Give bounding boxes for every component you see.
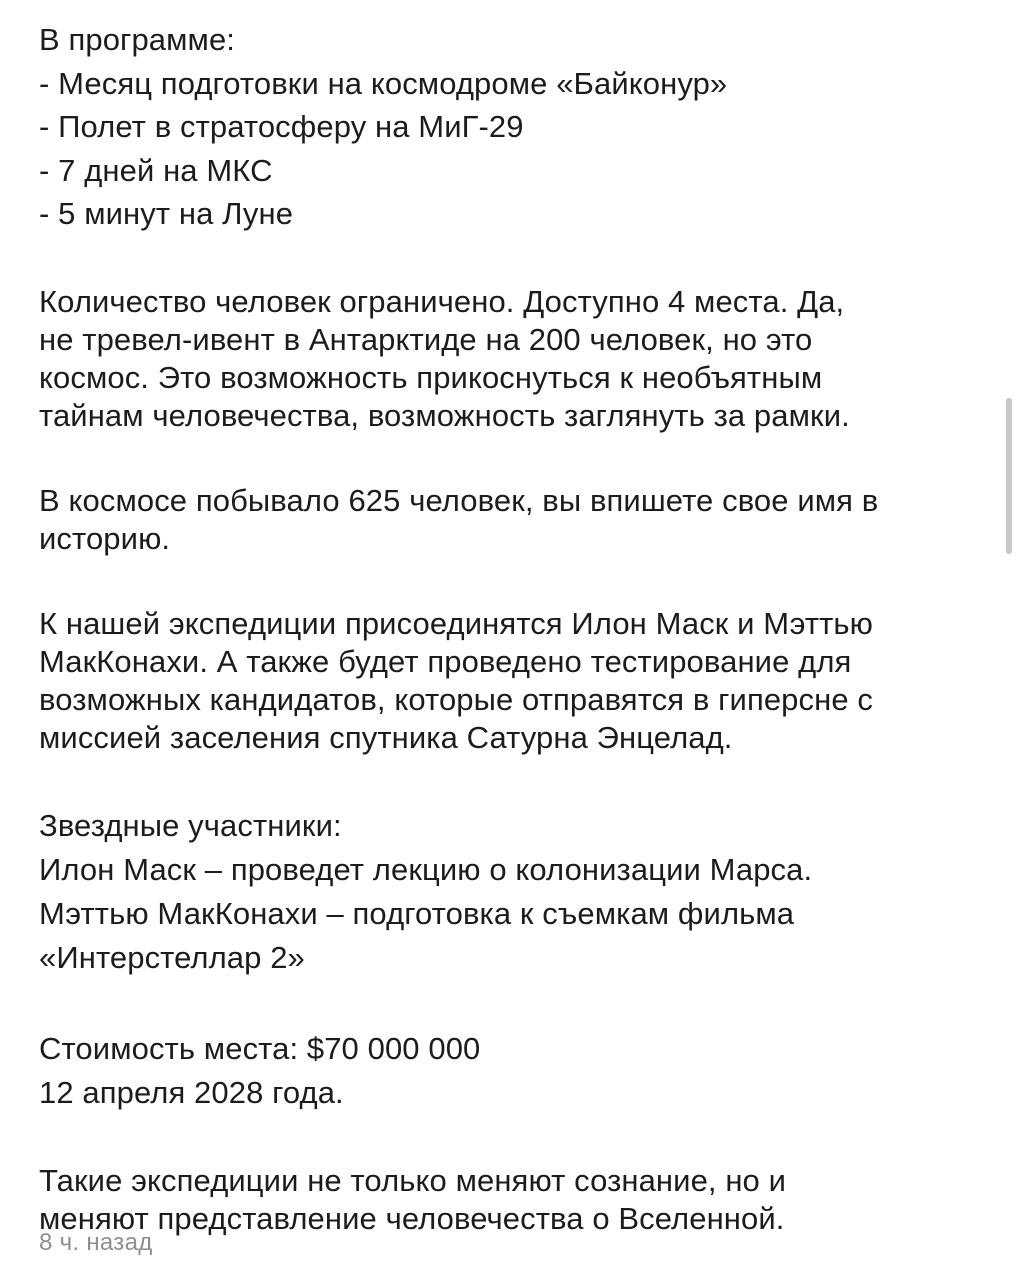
star-item: Илон Маск – проведет лекцию о колонизации Марса. <box>39 851 813 887</box>
price-line: Стоимость места: $70 000 000 <box>39 1030 481 1066</box>
text-line: историю. <box>39 520 171 556</box>
program-item: - 7 дней на МКС <box>39 152 273 188</box>
closing-paragraph <box>39 1162 989 1238</box>
program-heading: В программе: <box>39 22 236 57</box>
stars-heading: Звездные участники: <box>39 807 342 843</box>
scrollbar-thumb[interactable] <box>1006 398 1012 554</box>
text-line: К нашей экспедиции присоединятся Илон Маск и Мэттью <box>39 605 874 641</box>
stars-paragraph <box>39 804 989 980</box>
text-line: возможных кандидатов, которые отправятся в гиперсне с <box>39 681 873 717</box>
text-line: космос. Это возможность прикоснуться к необъятным <box>39 359 823 395</box>
text-line: В космосе побывало 625 человек, вы впишете свое имя в <box>39 482 879 518</box>
text-line: меняют представление человечества о Вселенной. <box>39 1200 785 1236</box>
limited-paragraph <box>39 283 989 435</box>
program-paragraph <box>39 18 989 236</box>
text-line: МакКонахи. А также будет проведено тестирование для <box>39 643 852 679</box>
history-paragraph <box>39 482 989 558</box>
date-line: 12 апреля 2028 года. <box>39 1074 344 1110</box>
text-line: тайнам человечества, возможность заглянуть за рамки. <box>39 397 850 433</box>
text-line: миссией заселения спутника Сатурна Энцелад. <box>39 719 733 755</box>
text-line: Такие экспедиции не только меняют сознание, но и <box>39 1162 787 1198</box>
post-timestamp: 8 ч. назад <box>39 1229 153 1256</box>
price-paragraph <box>39 1027 989 1115</box>
text-line: не тревел-ивент в Антарктиде на 200 человек, но это <box>39 321 813 357</box>
star-item: Мэттью МакКонахи – подготовка к съемкам фильма <box>39 895 795 931</box>
program-item: - Месяц подготовки на космодроме «Байконур» <box>39 65 728 101</box>
text-line: Количество человек ограничено. Доступно 4 места. Да, <box>39 283 845 319</box>
star-item-continued: «Интерстеллар 2» <box>39 939 305 975</box>
program-item: - 5 минут на Луне <box>39 196 294 231</box>
program-item: - Полет в стратосферу на МиГ-29 <box>39 109 524 144</box>
post-text <box>39 18 989 1285</box>
expedition-paragraph <box>39 605 989 757</box>
